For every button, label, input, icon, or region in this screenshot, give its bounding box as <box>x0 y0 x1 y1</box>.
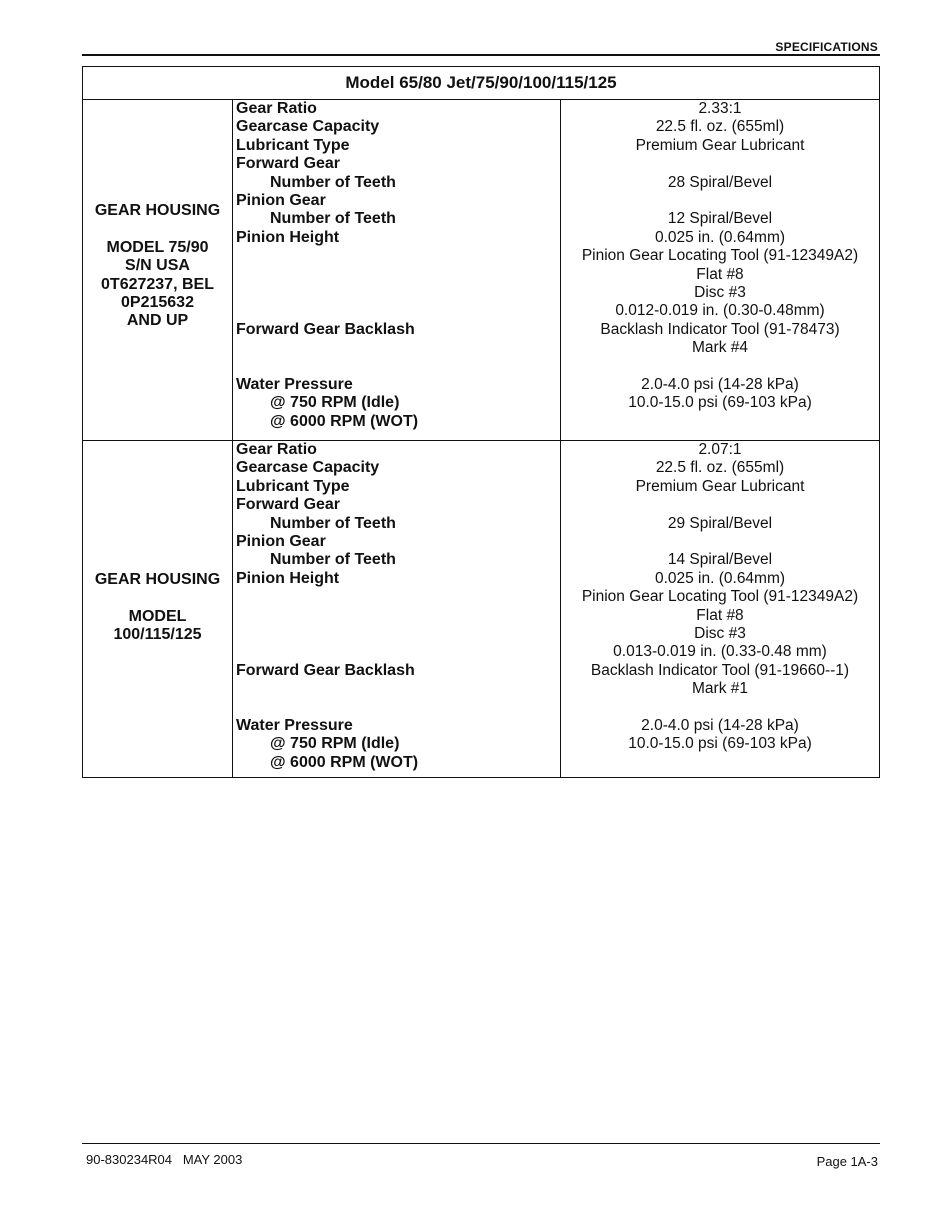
table-title: Model 65/80 Jet/75/90/100/115/125 <box>83 67 879 100</box>
spec-name: Pinion Height <box>236 569 340 587</box>
spec-value: Pinion Gear Locating Tool (91-12349A2) <box>581 247 859 265</box>
spec-value: 10.0-15.0 psi (69-103 kPa) <box>628 394 812 412</box>
spec-name <box>233 247 560 265</box>
spec-table <box>82 66 880 778</box>
section-label <box>83 441 232 645</box>
section-label-line: MODEL <box>128 607 187 625</box>
spec-name: Lubricant Type <box>236 136 350 154</box>
spec-value: Backlash Indicator Tool (91-19660--1) <box>590 661 850 679</box>
section-label-line: AND UP <box>126 312 189 330</box>
spec-name: Gearcase Capacity <box>236 459 380 477</box>
spec-name: Number of Teeth <box>270 210 396 228</box>
spec-name <box>233 643 560 661</box>
spec-value: 14 Spiral/Bevel <box>667 551 773 569</box>
header-rule <box>82 54 880 56</box>
spec-value <box>561 192 879 210</box>
section-label-line: 0T627237, BEL <box>101 275 214 293</box>
spec-name <box>233 588 560 606</box>
section-label <box>83 100 232 331</box>
section-header-label: SPECIFICATIONS <box>775 40 878 54</box>
spec-value: 12 Spiral/Bevel <box>667 210 773 228</box>
spec-value: Mark #1 <box>692 680 748 698</box>
spec-name: Gearcase Capacity <box>236 118 380 136</box>
spec-value: 22.5 fl. oz. (655ml) <box>655 118 785 136</box>
spec-name: Gear Ratio <box>236 441 317 458</box>
spec-name: Number of Teeth <box>270 551 396 569</box>
spec-value: 10.0-15.0 psi (69-103 kPa) <box>628 735 812 753</box>
section-label-line <box>83 589 232 607</box>
spec-name-column <box>233 441 561 778</box>
spec-value: Pinion Gear Locating Tool (91-12349A2) <box>581 588 859 606</box>
section-model-100-115-125 <box>83 440 879 778</box>
spec-value: Premium Gear Lubricant <box>635 477 805 495</box>
spec-value <box>561 155 879 173</box>
spec-name: @ 6000 RPM (WOT) <box>270 753 419 771</box>
spec-name <box>233 680 560 698</box>
spec-name: Forward Gear <box>236 496 341 514</box>
spec-name <box>233 284 560 302</box>
spec-name: Pinion Height <box>236 228 340 246</box>
spec-value: Mark #4 <box>692 339 748 357</box>
spec-name-column <box>233 100 561 440</box>
spec-name <box>233 339 560 357</box>
spec-value <box>561 357 879 375</box>
spec-value: Disc #3 <box>694 283 746 301</box>
spec-value: Flat #8 <box>696 265 744 283</box>
section-label-cell <box>83 441 233 778</box>
spec-value: 0.012-0.019 in. (0.30-0.48mm) <box>615 302 825 320</box>
spec-name <box>233 302 560 320</box>
spec-name: Pinion Gear <box>236 532 326 550</box>
spec-value <box>561 698 879 716</box>
spec-value-column <box>561 441 879 778</box>
spec-value-column <box>561 100 879 440</box>
spec-value <box>561 496 879 514</box>
spec-value: Premium Gear Lubricant <box>635 136 805 154</box>
page-number: Page 1A-3 <box>816 1154 878 1169</box>
spec-value: 0.025 in. (0.64mm) <box>654 569 786 587</box>
spec-value <box>561 533 879 551</box>
spec-name: Forward Gear Backlash <box>236 320 415 338</box>
spec-name: Water Pressure <box>236 716 353 734</box>
document-number: 90-830234R04 MAY 2003 <box>86 1152 243 1167</box>
spec-value: Flat #8 <box>696 606 744 624</box>
spec-name: Forward Gear <box>236 155 341 173</box>
spec-name <box>233 357 560 375</box>
spec-value: 0.025 in. (0.64mm) <box>654 228 786 246</box>
spec-name: Water Pressure <box>236 375 353 393</box>
spec-name: @ 750 RPM (Idle) <box>270 394 400 412</box>
spec-value: 0.013-0.019 in. (0.33-0.48 mm) <box>613 643 827 661</box>
spec-name <box>233 625 560 643</box>
section-label-line: 0P215632 <box>121 293 194 311</box>
spec-value <box>561 413 879 431</box>
section-label-line: GEAR HOUSING <box>94 571 221 588</box>
section-label-line: GEAR HOUSING <box>94 202 221 219</box>
spec-value: Backlash Indicator Tool (91-78473) <box>600 320 840 338</box>
spec-value: 2.07:1 <box>698 441 742 458</box>
spec-name: Number of Teeth <box>270 173 396 191</box>
spec-name: @ 6000 RPM (WOT) <box>270 412 419 430</box>
spec-value: 22.5 fl. oz. (655ml) <box>655 459 785 477</box>
section-label-line <box>83 220 232 238</box>
section-label-cell <box>83 100 233 440</box>
spec-name: Gear Ratio <box>236 100 317 117</box>
spec-name: Forward Gear Backlash <box>236 661 415 679</box>
spec-name: Lubricant Type <box>236 477 350 495</box>
spec-value: 2.33:1 <box>698 100 742 117</box>
section-model-75-90 <box>83 100 879 440</box>
spec-name: Pinion Gear <box>236 191 326 209</box>
spec-value: Disc #3 <box>694 624 746 642</box>
spec-value: 28 Spiral/Bevel <box>667 173 773 191</box>
spec-value <box>561 754 879 772</box>
section-label-line: 100/115/125 <box>113 626 202 644</box>
footer-rule <box>82 1143 880 1144</box>
spec-name: @ 750 RPM (Idle) <box>270 735 400 753</box>
spec-name: Number of Teeth <box>270 514 396 532</box>
spec-name <box>233 266 560 284</box>
section-label-line: MODEL 75/90 <box>106 238 209 256</box>
spec-value: 29 Spiral/Bevel <box>667 514 773 532</box>
spec-value: 2.0-4.0 psi (14-28 kPa) <box>641 716 799 734</box>
spec-name <box>233 607 560 625</box>
spec-name <box>233 698 560 716</box>
section-label-line: S/N USA <box>125 257 190 275</box>
spec-value: 2.0-4.0 psi (14-28 kPa) <box>641 375 799 393</box>
